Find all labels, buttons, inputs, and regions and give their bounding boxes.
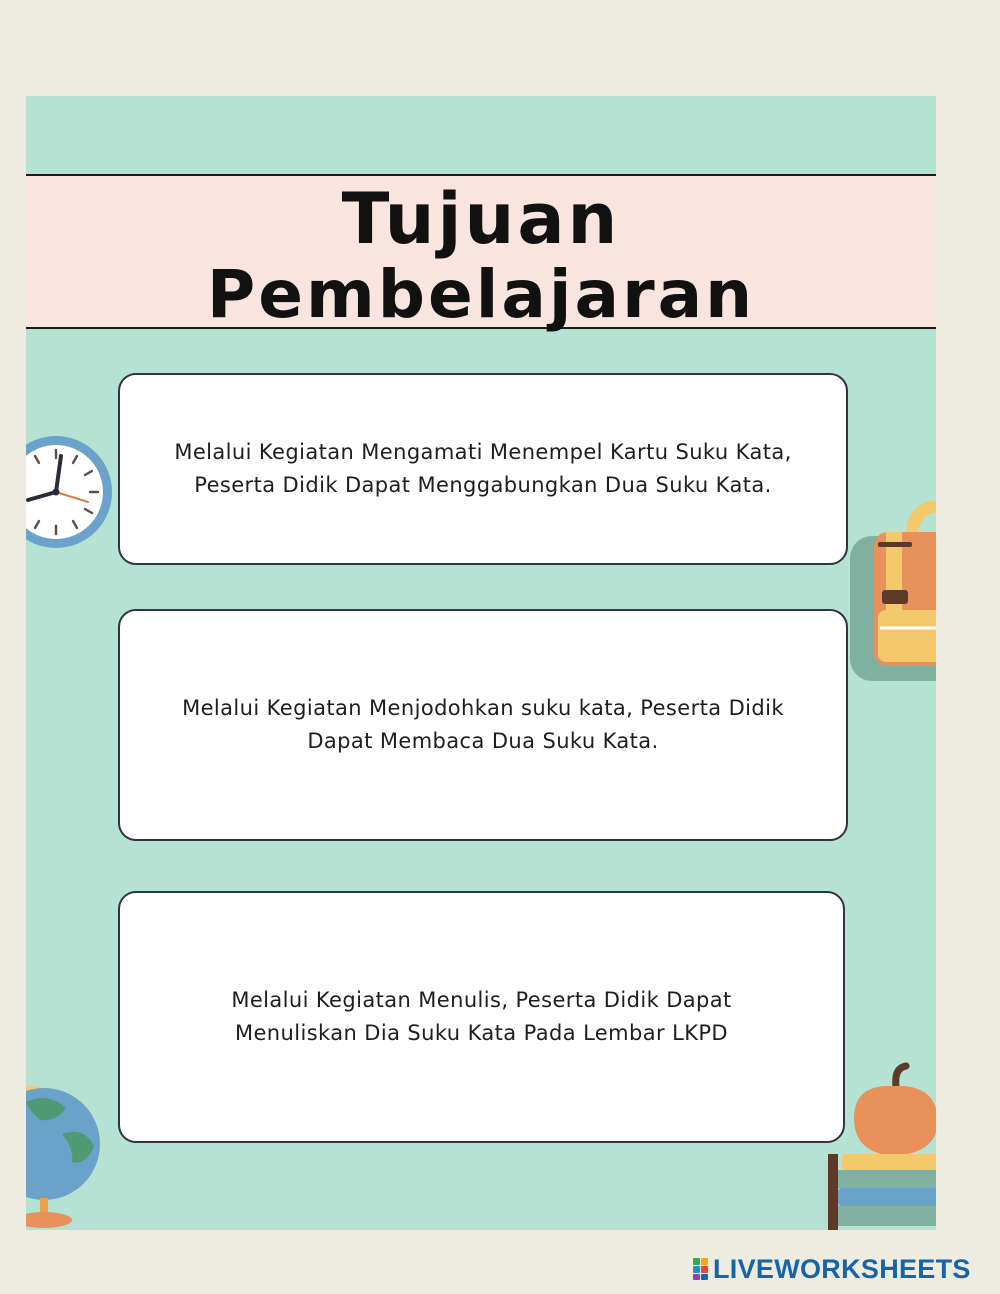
brand-name: LIVEWORKSHEETS [713,1253,971,1284]
objective-2-line-2: Dapat Membaca Dua Suku Kata. [307,729,659,753]
objective-3-line-2: Menuliskan Dia Suku Kata Pada Lembar LKPD [234,1021,729,1045]
objective-text-1 [174,436,791,502]
objective-2-line-1: Melalui Kegiatan Menjodohkan suku kata, Peserta Didik [182,696,784,720]
liveworksheets-logo-icon [693,1258,709,1280]
clock-icon [26,434,120,550]
backpack-icon [848,496,936,686]
objective-card-2 [118,609,848,841]
objective-3-line-1: Melalui Kegiatan Menulis, Peserta Didik Dapat [231,988,732,1012]
page-title-line1: Tujuan [341,178,621,260]
objective-text-3 [231,984,731,1050]
objective-1-line-1: Melalui Kegiatan Mengamati Menempel Kartu Suku Kata, [174,440,792,464]
objective-1-line-2: Peserta Didik Dapat Menggabungkan Dua Suku Kata. [194,473,772,497]
objective-card-3 [118,891,845,1143]
objective-card-1 [118,373,848,565]
objective-text-2 [182,692,784,758]
page-title-line2: Pembelajaran [206,256,756,333]
liveworksheets-logo[interactable] [693,1254,971,1284]
